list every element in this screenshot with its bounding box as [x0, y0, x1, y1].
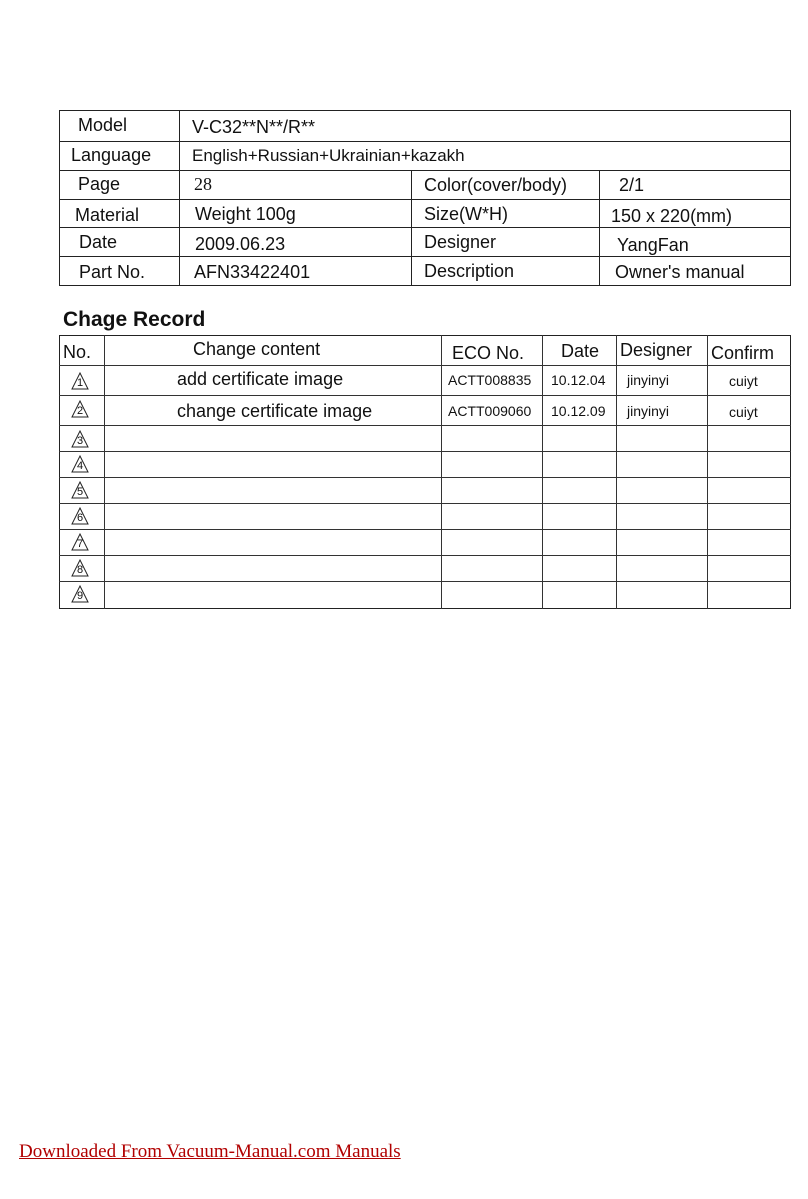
change-record-border [59, 335, 791, 609]
header-date: Date [561, 341, 600, 361]
record-col-divider [104, 335, 105, 609]
header-designer: Designer [620, 340, 693, 360]
page-label: Page [78, 174, 121, 194]
model-value: V-C32**N**/R** [192, 117, 316, 137]
spec-row-divider [59, 170, 791, 171]
description-label: Description [424, 261, 515, 281]
row-eco-no: ACTT009060 [448, 403, 532, 419]
revision-triangle [71, 585, 89, 603]
revision-triangle [71, 372, 89, 390]
size-value: 150 x 220(mm) [611, 206, 733, 226]
header-no: No. [63, 342, 92, 362]
revision-triangle [71, 559, 89, 577]
row-date: 10.12.09 [551, 403, 606, 419]
record-col-divider [707, 335, 708, 609]
header-confirm: Confirm [711, 343, 775, 363]
download-source-link[interactable]: Downloaded From Vacuum-Manual.com Manuals [19, 1141, 401, 1162]
row-designer: jinyinyi [627, 403, 670, 419]
revision-triangle [71, 533, 89, 551]
material-label: Material [75, 205, 140, 225]
row-designer: jinyinyi [627, 372, 670, 388]
record-row-divider [59, 395, 791, 396]
record-col-divider [542, 335, 543, 609]
model-label: Model [78, 115, 128, 135]
record-row-divider [59, 365, 791, 366]
designer-value: YangFan [617, 235, 689, 255]
header-change-content: Change content [193, 339, 321, 359]
material-value: Weight 100g [195, 204, 296, 224]
row-number: 5 [76, 486, 84, 498]
row-number: 1 [76, 377, 84, 389]
spec-row-divider [59, 141, 791, 142]
row-content: change certificate image [177, 401, 373, 421]
record-row-divider [59, 503, 791, 504]
row-confirm: cuiyt [729, 404, 758, 420]
row-confirm: cuiyt [729, 373, 758, 389]
color-label: Color(cover/body) [424, 175, 568, 195]
revision-triangle [71, 455, 89, 473]
record-row-divider [59, 451, 791, 452]
row-number: 9 [76, 590, 84, 602]
language-label: Language [71, 145, 152, 165]
row-number: 6 [76, 512, 84, 524]
spec-row-divider [59, 256, 791, 257]
record-row-divider [59, 425, 791, 426]
spec-col-divider [599, 170, 600, 286]
record-row-divider [59, 529, 791, 530]
date-value: 2009.06.23 [195, 234, 286, 254]
row-number: 8 [76, 564, 84, 576]
revision-triangle [71, 507, 89, 525]
partno-label: Part No. [79, 262, 146, 282]
revision-triangle [71, 400, 89, 418]
record-row-divider [59, 581, 791, 582]
record-col-divider [616, 335, 617, 609]
revision-triangle [71, 430, 89, 448]
size-label: Size(W*H) [424, 204, 508, 224]
row-content: add certificate image [177, 369, 344, 389]
spec-col-divider [411, 170, 412, 286]
spec-row-divider [59, 199, 791, 200]
page-value: 28 [194, 174, 212, 194]
spec-row-divider [59, 227, 791, 228]
spec-col-divider [179, 110, 180, 286]
description-value: Owner's manual [615, 262, 745, 282]
record-row-divider [59, 477, 791, 478]
change-record-table [59, 335, 791, 609]
revision-triangle [71, 481, 89, 499]
row-number: 2 [76, 405, 84, 417]
row-number: 3 [76, 435, 84, 447]
change-record-title: Chage Record [63, 308, 206, 331]
language-value: English+Russian+Ukrainian+kazakh [192, 146, 465, 165]
row-number: 7 [76, 538, 84, 550]
row-number: 4 [76, 460, 84, 472]
designer-label: Designer [424, 232, 497, 252]
record-row-divider [59, 555, 791, 556]
record-col-divider [441, 335, 442, 609]
date-label: Date [79, 232, 118, 252]
header-eco-no: ECO No. [452, 343, 525, 363]
partno-value: AFN33422401 [194, 262, 311, 282]
row-date: 10.12.04 [551, 372, 606, 388]
spec-table [59, 110, 791, 286]
color-value: 2/1 [619, 175, 645, 195]
spec-table-border [59, 110, 791, 286]
row-eco-no: ACTT008835 [448, 372, 532, 388]
